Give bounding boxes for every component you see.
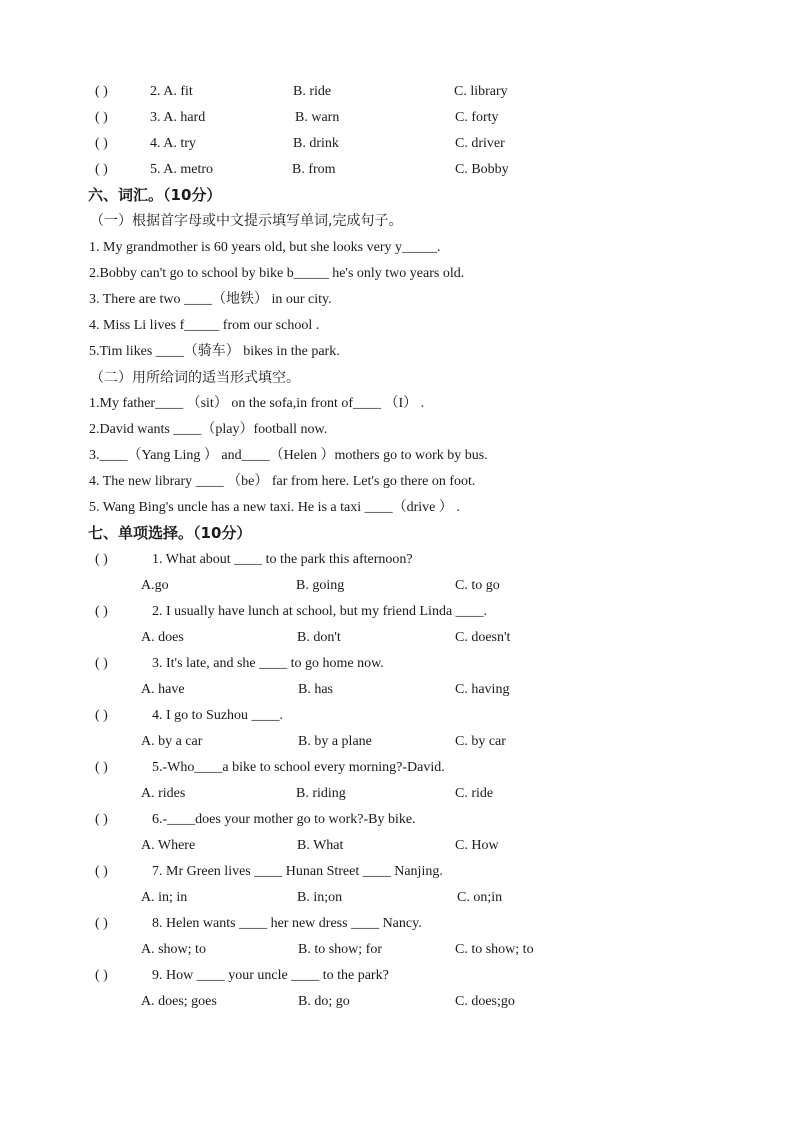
option-b: B. has [298,682,333,697]
answer-bracket: ( ) [95,812,108,827]
option-b: B. drink [293,136,339,151]
fill-sentence: 2.Bobby can't go to school by bike b_____ he's only two years old. [89,266,465,281]
section-6-part2-title: （二）用所给词的适当形式填空。 [90,370,300,386]
option-b: B. What [297,838,344,853]
option-a: A. have [141,682,185,697]
option-a: A. does; goes [141,994,217,1009]
fill-sentence: 3.____（Yang Ling ） and____（Helen ）mothers go to work by bus. [89,448,488,463]
fill-sentence: 1. My grandmother is 60 years old, but she looks very y_____. [89,240,441,255]
answer-bracket: ( ) [95,162,108,177]
option-a: A. does [141,630,184,645]
option-a: A. show; to [141,942,206,957]
fill-sentence: 2.David wants ____（play）football now. [89,422,328,437]
section-6-title: 六、词汇。（10分） [88,186,222,204]
answer-bracket: ( ) [95,760,108,775]
answer-bracket: ( ) [95,84,108,99]
phonics-question: 2. A. fit [150,84,193,99]
answer-bracket: ( ) [95,708,108,723]
option-c: C. forty [455,110,499,125]
option-b: B. riding [296,786,346,801]
fill-sentence: 4. The new library ____ （be） far from here. Let's go there on foot. [89,474,476,489]
answer-bracket: ( ) [95,968,108,983]
option-c: C. Bobby [455,162,509,177]
option-c: C. ride [455,786,494,801]
option-b: B. by a plane [298,734,372,749]
fill-sentence: 3. There are two ____（地铁） in our city. [89,292,332,307]
answer-bracket: ( ) [95,864,108,879]
answer-bracket: ( ) [95,136,108,151]
option-c: C. library [454,84,508,99]
option-b: B. do; go [298,994,350,1009]
option-b: B. from [292,162,336,177]
answer-bracket: ( ) [95,604,108,619]
option-b: B. in;on [297,890,343,905]
option-b: B. don't [297,630,341,645]
phonics-question: 3. A. hard [150,110,206,125]
section-7-title: 七、单项选择。（10分） [88,524,252,542]
option-c: C. to show; to [455,942,534,957]
option-b: B. warn [295,110,340,125]
option-b: B. to show; for [298,942,382,957]
option-a: A. in; in [141,890,188,905]
fill-sentence: 1.My father____ （sit） on the sofa,in front of____ （I） . [89,396,425,411]
option-a: A. Where [141,838,196,853]
question-text: 7. Mr Green lives ____ Hunan Street ____ Nanjing. [152,864,443,879]
question-text: 8. Helen wants ____ her new dress ____ Nancy. [152,916,422,931]
option-a: A. by a car [141,734,203,749]
section-6-part1-title: （一）根据首字母或中文提示填写单词,完成句子。 [90,213,403,229]
option-b: B. ride [293,84,332,99]
option-c: C. driver [455,136,505,151]
fill-sentence: 4. Miss Li lives f_____ from our school . [89,318,320,333]
answer-bracket: ( ) [95,656,108,671]
question-text: 9. How ____ your uncle ____ to the park? [152,968,389,983]
option-c: C. having [455,682,510,697]
fill-sentence: 5.Tim likes ____（骑车） bikes in the park. [89,344,340,359]
option-a: A.go [141,578,169,593]
option-b: B. going [296,578,345,593]
phonics-question: 4. A. try [150,136,196,151]
answer-bracket: ( ) [95,110,108,125]
fill-sentence: 5. Wang Bing's uncle has a new taxi. He is a taxi ____（drive ） . [89,500,460,515]
question-text: 1. What about ____ to the park this afternoon? [152,552,413,567]
answer-bracket: ( ) [95,916,108,931]
answer-bracket: ( ) [95,552,108,567]
question-text: 5.-Who____a bike to school every morning?-David. [152,760,445,775]
question-text: 4. I go to Suzhou ____. [152,708,284,723]
option-c: C. doesn't [455,630,511,645]
option-c: C. to go [455,578,500,593]
option-c: C. on;in [457,890,503,905]
option-c: C. by car [455,734,506,749]
question-text: 2. I usually have lunch at school, but my friend Linda ____. [152,604,488,619]
option-c: C. does;go [455,994,515,1009]
option-c: C. How [455,838,499,853]
question-text: 6.-____does your mother go to work?-By bike. [152,812,416,827]
phonics-question: 5. A. metro [150,162,213,177]
question-text: 3. It's late, and she ____ to go home now. [152,656,384,671]
option-a: A. rides [141,786,186,801]
